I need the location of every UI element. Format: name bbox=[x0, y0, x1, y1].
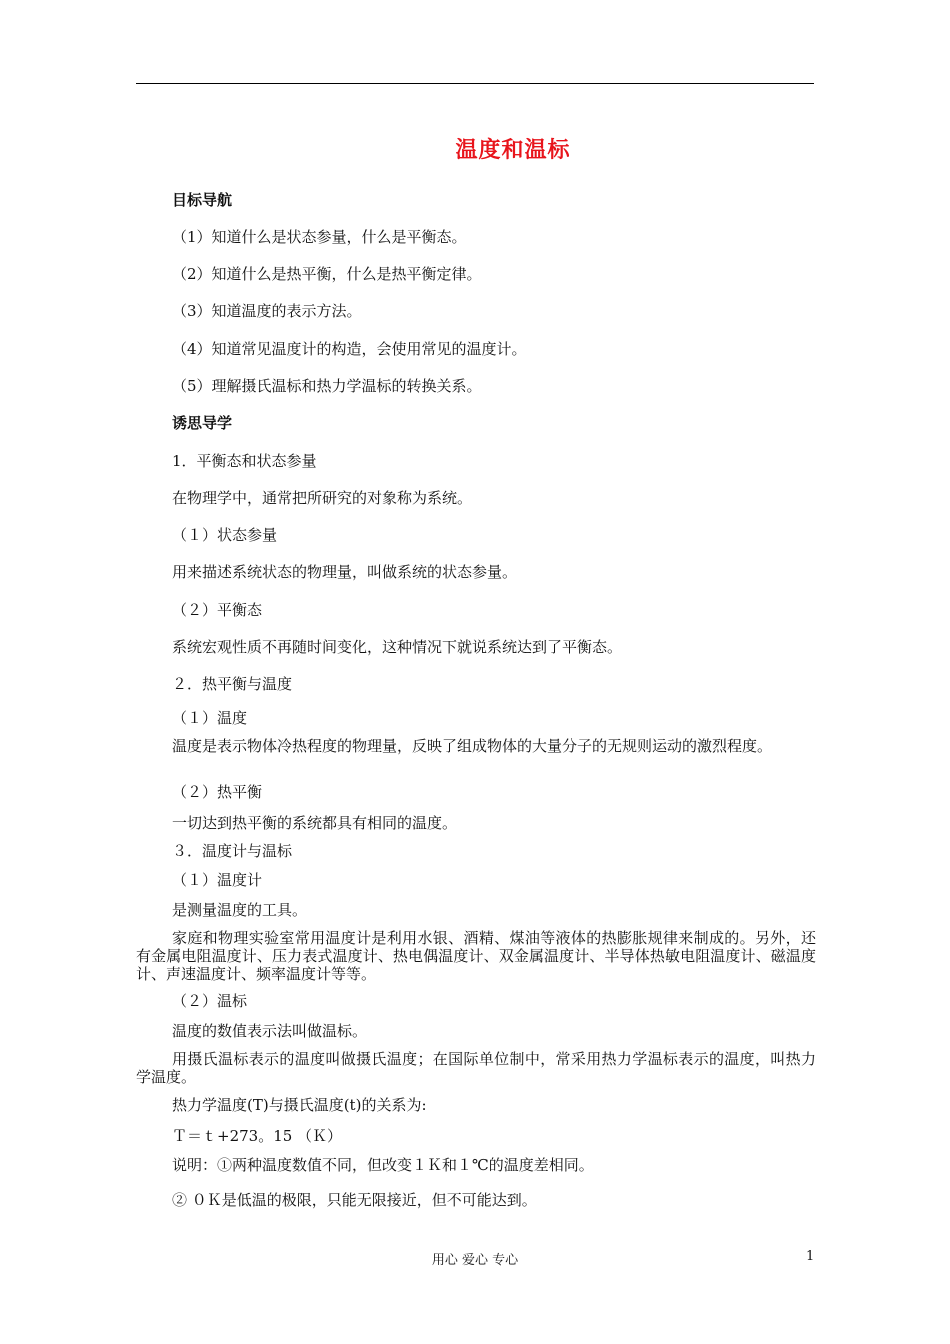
goal-item-4: （4）知道常见温度计的构造，会使用常见的温度计。 bbox=[172, 340, 527, 358]
subsection-heading: ２．热平衡与温度 bbox=[172, 675, 293, 693]
section-heading-guide: 诱思导学 bbox=[172, 414, 233, 432]
formula: Ｔ＝ｔ+273。15 （Ｋ） bbox=[172, 1127, 343, 1145]
footer-slogan: 用心 爱心 专心 bbox=[431, 1253, 519, 1268]
page-number: 1 bbox=[806, 1249, 815, 1264]
goal-item-3: （3）知道温度的表示方法。 bbox=[172, 302, 362, 320]
body-text: 一切达到热平衡的系统都具有相同的温度。 bbox=[172, 814, 458, 832]
body-text: 是测量温度的工具。 bbox=[172, 901, 308, 919]
body-text: 系统宏观性质不再随时间变化，这种情况下就说系统达到了平衡态。 bbox=[172, 638, 623, 656]
paragraph-temperature: 温度是表示物体冷热程度的物理量，反映了组成物体的大量分子的无规则运动的激烈程度。 bbox=[172, 737, 773, 755]
goal-item-2: （2）知道什么是热平衡，什么是热平衡定律。 bbox=[172, 265, 482, 283]
item-heading: （１）温度 bbox=[172, 709, 248, 727]
goal-item-5: （5）理解摄氏温标和热力学温标的转换关系。 bbox=[172, 377, 482, 395]
section-heading-goals: 目标导航 bbox=[172, 191, 233, 209]
paragraph-thermodynamic: 用摄氏温标表示的温度叫做摄氏温度；在国际单位制中，常采用热力学温标表示的温度，叫热力学温度。 bbox=[136, 1050, 816, 1086]
item-heading: （１）温度计 bbox=[172, 871, 263, 889]
subsection-heading: 1．平衡态和状态参量 bbox=[172, 452, 317, 470]
header-rule bbox=[136, 83, 814, 84]
page-title: 温度和温标 bbox=[455, 138, 571, 163]
subsection-heading: ３．温度计与温标 bbox=[172, 842, 293, 860]
body-text: 在物理学中，通常把所研究的对象称为系统。 bbox=[172, 489, 473, 507]
note-1: 说明：①两种温度数值不同，但改变１Ｋ和１℃的温度差相同。 bbox=[172, 1156, 594, 1174]
paragraph-thermometers: 家庭和物理实验室常用温度计是利用水银、酒精、煤油等液体的热膨胀规律来制成的。另外，还有金属电阻温度计、压力表式温度计、热电偶温度计、双金属温度计、半导体热敏电阻温度计、磁温度计、声速温度计、频率温度计等等。 bbox=[136, 929, 816, 983]
body-text: 温度的数值表示法叫做温标。 bbox=[172, 1022, 368, 1040]
relation-text: 热力学温度(T)与摄氏温度(t)的关系为: bbox=[172, 1096, 427, 1114]
item-heading: （２）温标 bbox=[172, 992, 248, 1010]
item-heading: （２）热平衡 bbox=[172, 783, 263, 801]
item-heading: （２）平衡态 bbox=[172, 601, 263, 619]
note-2: ② ０Ｋ是低温的极限，只能无限接近，但不可能达到。 bbox=[172, 1191, 537, 1209]
body-text: 用来描述系统状态的物理量，叫做系统的状态参量。 bbox=[172, 563, 518, 581]
goal-item-1: （1）知道什么是状态参量，什么是平衡态。 bbox=[172, 228, 467, 246]
item-heading: （１）状态参量 bbox=[172, 526, 278, 544]
